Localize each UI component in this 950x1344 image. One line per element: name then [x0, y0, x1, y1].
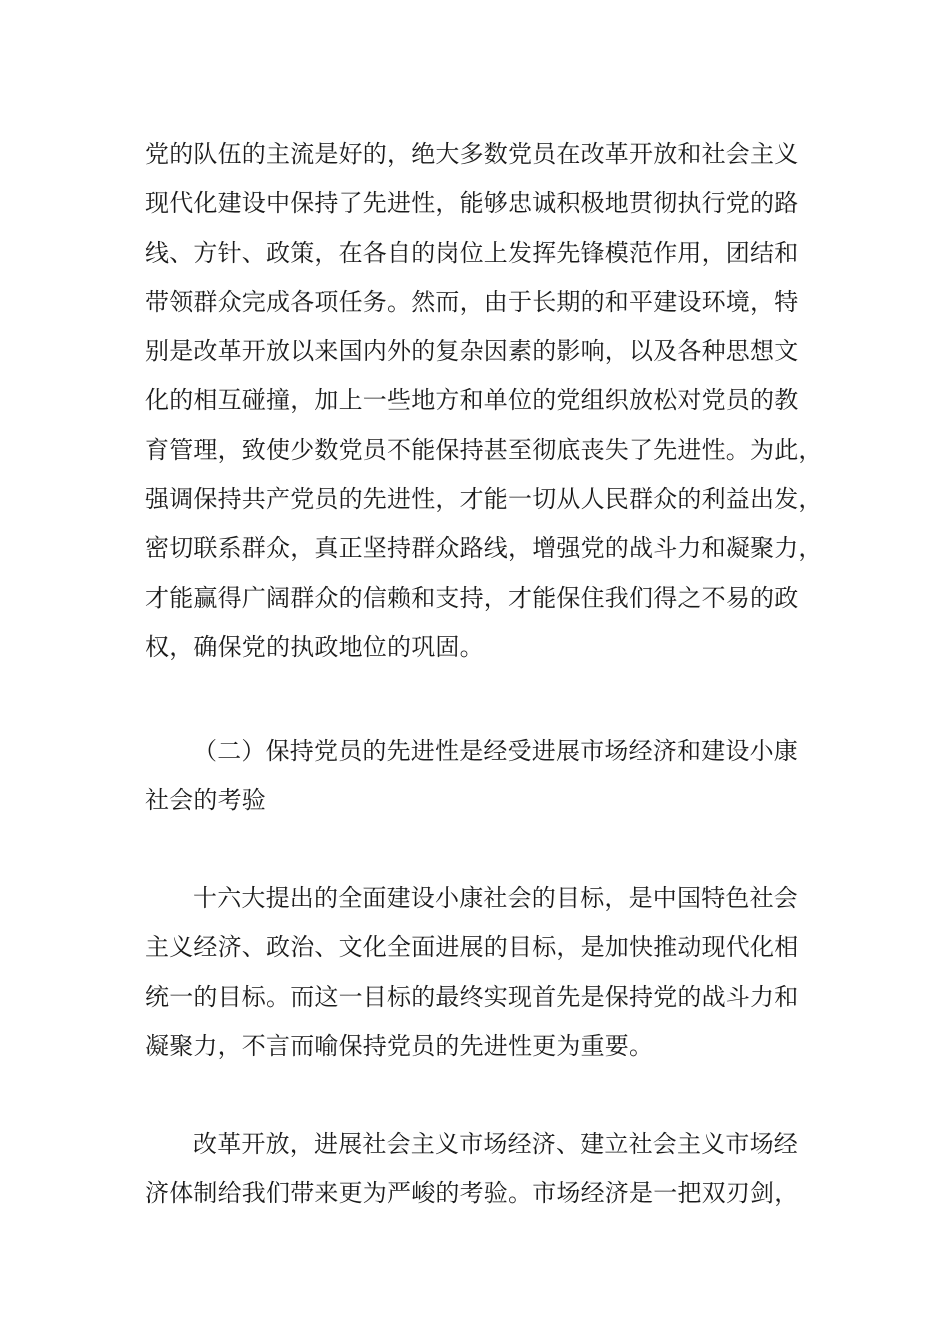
heading-line: （二）保持党员的先进性是经受进展市场经济和建设小康	[193, 737, 798, 765]
paragraph-market-economy	[145, 1120, 815, 1219]
text-line: 现代化建设中保持了先进性，能够忠诚积极地贯彻执行党的路	[145, 189, 799, 218]
text-line: 育管理，致使少数党员不能保持甚至彻底丧失了先进性。为此，	[145, 435, 823, 464]
paragraph-xiaokang-goal	[145, 874, 815, 1071]
text-line: 密切联系群众，真正坚持群众路线，增强党的战斗力和凝聚力，	[145, 534, 823, 563]
text-line: 别是改革开放以来国内外的复杂因素的影响，以及各种思想文	[145, 337, 799, 366]
text-line: 带领群众完成各项任务。然而，由于长期的和平建设环境，特	[145, 287, 799, 316]
text-line: 统一的目标。而这一目标的最终实现首先是保持党的战斗力和	[145, 982, 799, 1011]
text-line: 党的队伍的主流是好的，绝大多数党员在改革开放和社会主义	[145, 140, 799, 168]
text-line: 改革开放，进展社会主义市场经济、建立社会主义市场经	[193, 1130, 798, 1158]
text-line: 权，确保党的执政地位的巩固。	[145, 632, 484, 661]
text-line: 主义经济、政治、文化全面进展的目标，是加快推动现代化相	[145, 933, 799, 962]
text-line: 才能赢得广阔群众的信赖和支持，才能保住我们得之不易的政	[145, 583, 799, 612]
paragraph-party-ranks	[145, 130, 823, 672]
text-line: 化的相互碰撞，加上一些地方和单位的党组织放松对党员的教	[145, 386, 799, 415]
text-line: 凝聚力，不言而喻保持党员的先进性更为重要。	[145, 1031, 654, 1060]
text-line: 十六大提出的全面建设小康社会的目标，是中国特色社会	[193, 884, 798, 912]
text-line: 线、方针、政策，在各自的岗位上发挥先锋模范作用，团结和	[145, 238, 799, 267]
section-heading	[145, 727, 815, 826]
text-line: 强调保持共产党员的先进性，才能一切从人民群众的利益出发，	[145, 485, 823, 514]
text-line: 济体制给我们带来更为严峻的考验。市场经济是一把双刃剑，	[145, 1179, 799, 1208]
heading-line: 社会的考验	[145, 786, 266, 815]
